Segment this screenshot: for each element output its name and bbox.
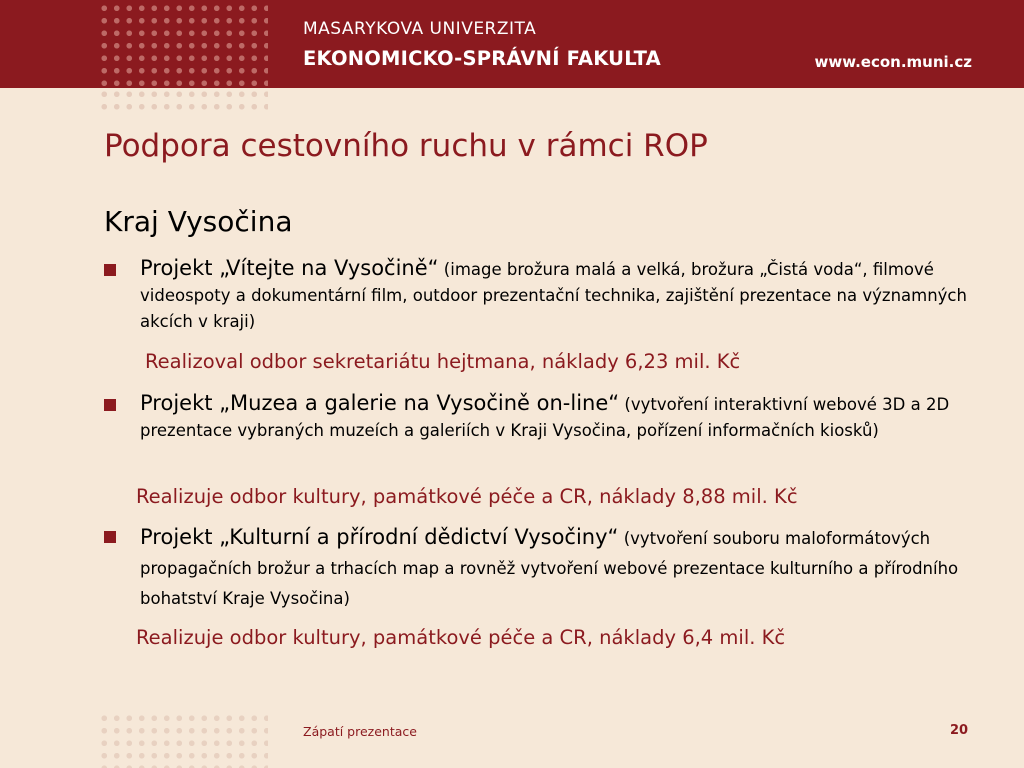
- decorative-dot-grid: [98, 88, 268, 114]
- project-detail: (image brožura malá a velká, brožura „Čistá voda“, filmové videospoty a dokumentární film, outdoor prezentační technika, zajištění prezentace na významných akcích v kraji): [140, 260, 967, 331]
- slide-subtitle: Kraj Vysočina: [104, 205, 293, 238]
- project-realization: Realizuje odbor kultury, památkové péče a CR, náklady 8,88 mil. Kč: [136, 485, 798, 508]
- decorative-dot-grid: [98, 2, 268, 86]
- project-name: Projekt „Muzea a galerie na Vysočině on-line“: [140, 391, 620, 415]
- website-link[interactable]: www.econ.muni.cz: [814, 53, 972, 71]
- faculty-name: EKONOMICKO-SPRÁVNÍ FAKULTA: [303, 47, 661, 70]
- university-name: MASARYKOVA UNIVERZITA: [303, 19, 537, 39]
- bullet-square-icon: [104, 264, 116, 276]
- project-detail: (vytvoření interaktivní webové 3D a 2D prezentace vybraných muzeích a galeriích v Kraji Vysočina, pořízení informačních kiosků): [140, 395, 950, 440]
- project-detail: (vytvoření souboru maloformátových propagačních brožur a trhacích map a rovněž vytvoření webové prezentace kulturního a přírodního bohatství Kraje Vysočina): [140, 529, 959, 608]
- project-name: Projekt „Kulturní a přírodní dědictví Vysočiny“: [140, 525, 619, 549]
- bullet-square-icon: [104, 531, 116, 543]
- list-item: [104, 390, 974, 444]
- project-name: Projekt „Vítejte na Vysočině“: [140, 256, 439, 280]
- slide-title: Podpora cestovního ruchu v rámci ROP: [104, 128, 708, 164]
- list-item: [104, 522, 974, 614]
- page-number: 20: [950, 723, 969, 738]
- list-item: [104, 255, 974, 335]
- decorative-dot-grid: [98, 712, 268, 768]
- project-realization: Realizoval odbor sekretariátu hejtmana, náklady 6,23 mil. Kč: [145, 350, 741, 373]
- bullet-square-icon: [104, 399, 116, 411]
- footer-text: Zápatí prezentace: [303, 724, 417, 739]
- project-realization: Realizuje odbor kultury, památkové péče a CR, náklady 6,4 mil. Kč: [136, 626, 786, 649]
